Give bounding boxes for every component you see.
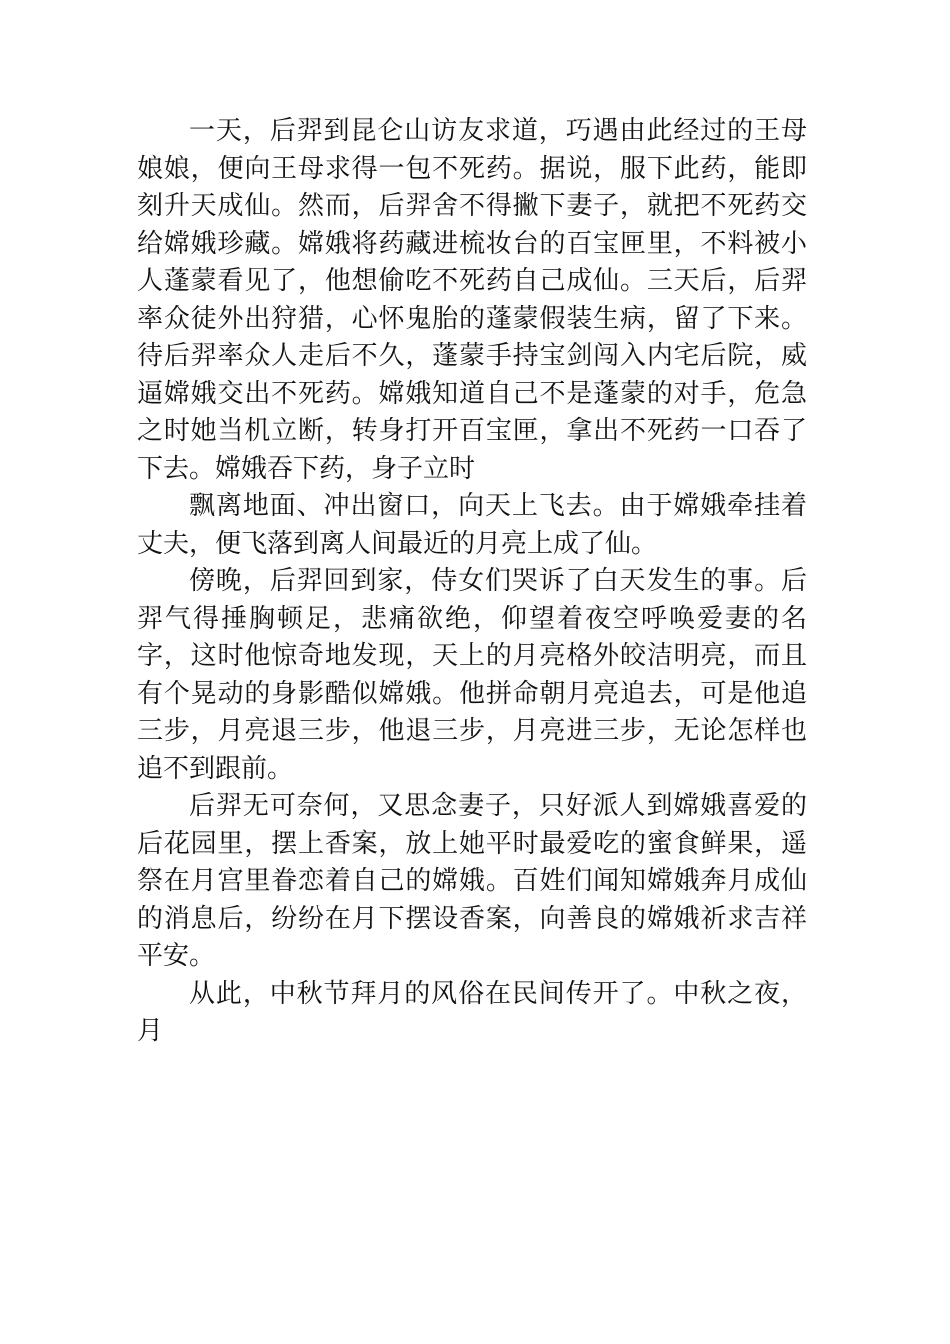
document-body	[137, 113, 807, 1051]
paragraph-2: 飘离地面、冲出窗口，向天上飞去。由于嫦娥牵挂着丈夫，便飞落到离人间最近的月亮上成了仙。	[137, 491, 807, 559]
paragraph-5: 从此，中秋节拜月的风俗在民间传开了。中秋之夜，月	[137, 978, 807, 1046]
paragraph-3: 傍晚，后羿回到家，侍女们哭诉了白天发生的事。后羿气得捶胸顿足，悲痛欲绝，仰望着夜空呼唤爱妻的名字，这时他惊奇地发现，天上的月亮格外皎洁明亮，而且有个晃动的身影酷似嫦娥。他拼命朝月亮追去，可是他追三步，月亮退三步，他退三步，月亮进三步，无论怎样也追不到跟前。	[137, 566, 807, 784]
paragraph-4: 后羿无可奈何，又思念妻子，只好派人到嫦娥喜爱的后花园里，摆上香案，放上她平时最爱吃的蜜食鲜果，遥祭在月宫里眷恋着自己的嫦娥。百姓们闻知嫦娥奔月成仙的消息后，纷纷在月下摆设香案，向善良的嫦娥祈求吉祥平安。	[137, 791, 807, 971]
paragraph-1: 一天，后羿到昆仑山访友求道，巧遇由此经过的王母娘娘，便向王母求得一包不死药。据说，服下此药，能即刻升天成仙。然而，后羿舍不得撇下妻子，就把不死药交给嫦娥珍藏。嫦娥将药藏进梳妆台的百宝匣里，不料被小人蓬蒙看见了，他想偷吃不死药自己成仙。三天后，后羿率众徒外出狩猎，心怀鬼胎的蓬蒙假装生病，留了下来。待后羿率众人走后不久，蓬蒙手持宝剑闯入内宅后院，威逼嫦娥交出不死药。嫦娥知道自己不是蓬蒙的对手，危急之时她当机立断，转身打开百宝匣，拿出不死药一口吞了下去。嫦娥吞下药，身子立时	[137, 116, 807, 484]
